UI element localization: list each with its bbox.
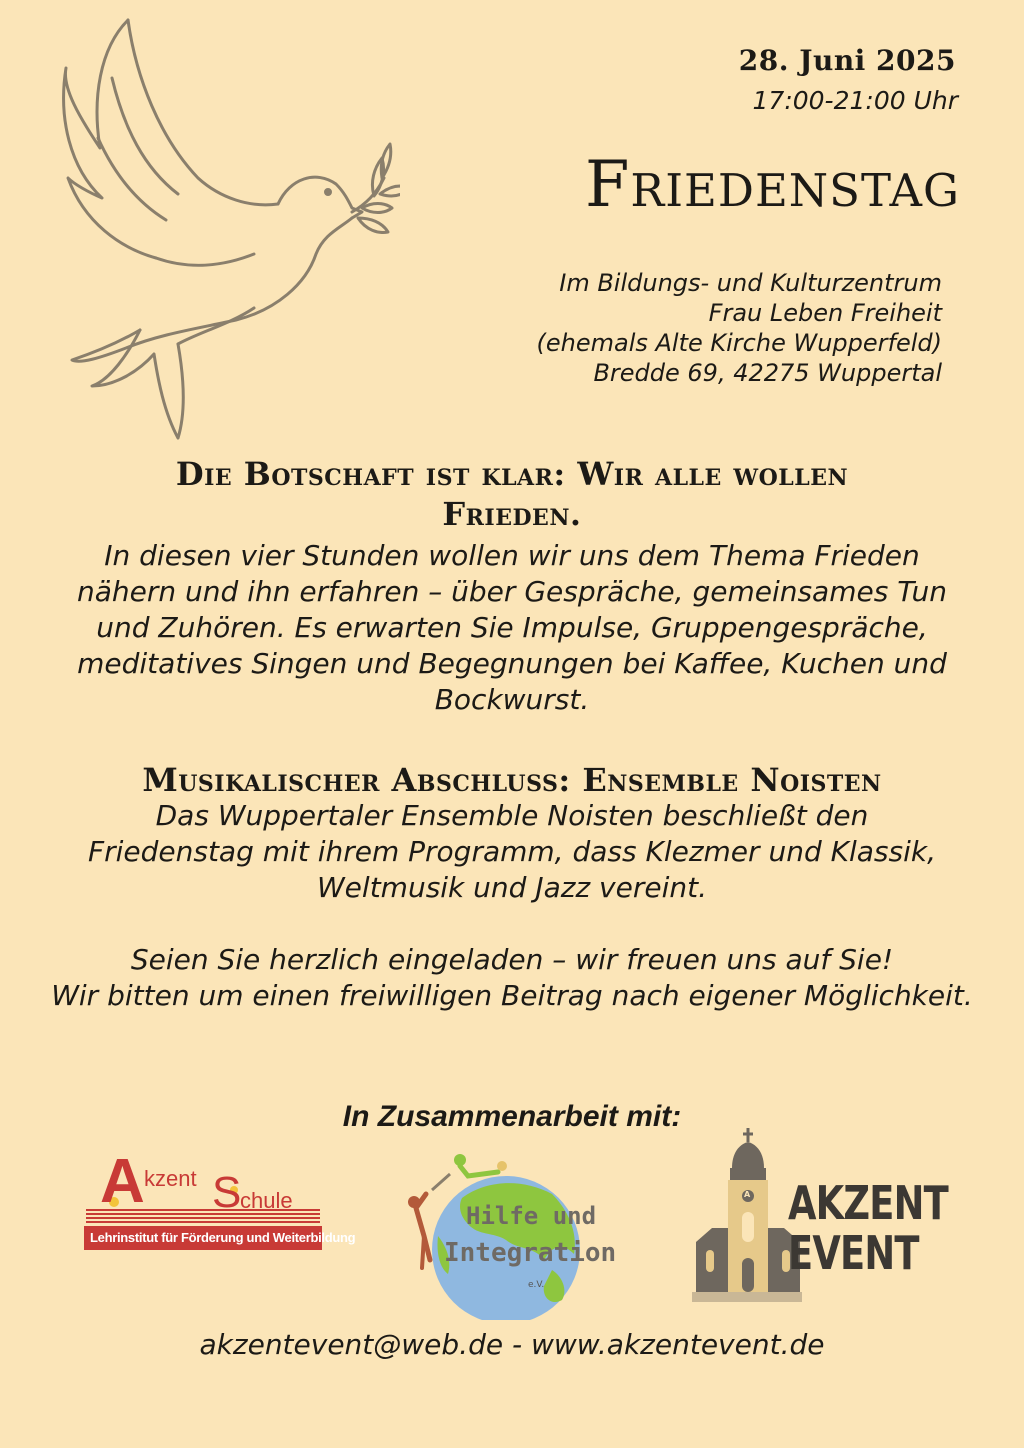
section2-body (40, 798, 984, 906)
hilfe-line1: Hilfe und (466, 1202, 597, 1230)
body-line: In diesen vier Stunden wollen wir uns dem Thema Frieden (104, 539, 920, 572)
location-line: (ehemals Alte Kirche Wupperfeld) (536, 329, 942, 357)
section2-heading: Musikalischer Abschluss: Ensemble Noisten (142, 761, 882, 799)
church-icon (692, 1128, 802, 1304)
body-line: Bockwurst. (434, 683, 590, 716)
akzentschule-big-s: S (212, 1168, 242, 1217)
heading-line: Frieden. (442, 495, 582, 533)
event-date: 28. Juni 2025 (738, 44, 956, 77)
akzentschule-chule: chule (240, 1188, 293, 1213)
hilfe-line2: Integration (444, 1238, 617, 1268)
body-line: meditatives Singen und Begegnungen bei Kaffee, Kuchen und (77, 647, 947, 680)
hilfe-ev: e.V. (528, 1280, 545, 1290)
hilfe-und-integration-logo (402, 1150, 618, 1320)
akzent-event-logo (692, 1128, 948, 1304)
section1-body (40, 538, 984, 718)
body-line: Weltmusik und Jazz vereint. (317, 871, 707, 904)
location-line: Im Bildungs- und Kulturzentrum (559, 269, 942, 297)
invitation-line: Seien Sie herzlich eingeladen – wir freuen uns auf Sie! (130, 943, 894, 976)
section1-heading (60, 454, 964, 534)
contact-footer: akzentevent@web.de - www.akzentevent.de (199, 1328, 825, 1361)
body-line: und Zuhören. Es erwarten Sie Impulse, Gruppengespräche, (96, 611, 928, 644)
body-line: Friedenstag mit ihrem Programm, dass Klezmer und Klassik, (88, 835, 936, 868)
heading-line: Die Botschaft ist klar: Wir alle wollen (175, 455, 849, 493)
location-line: Frau Leben Freiheit (708, 299, 942, 327)
akzentevent-emblem: A (744, 1190, 751, 1199)
event-location (537, 268, 942, 388)
body-line: Das Wuppertaler Ensemble Noisten beschließt den (155, 799, 869, 832)
invitation-line: Wir bitten um einen freiwilligen Beitrag nach eigener Möglichkeit. (51, 979, 973, 1012)
partners-heading: In Zusammenarbeit mit: (342, 1100, 682, 1133)
globe-icon (402, 1150, 618, 1320)
akzentschule-logo (80, 1147, 356, 1260)
akzentevent-line1: AKZENT (788, 1176, 948, 1230)
akzentschule-big-a: A (100, 1147, 145, 1216)
event-title: Friedenstag (584, 148, 960, 222)
location-line: Bredde 69, 42275 Wuppertal (593, 359, 942, 387)
body-line: nähern und ihn erfahren – über Gespräche, gemeinsames Tun (77, 575, 947, 608)
akzentevent-line2: EVENT (788, 1226, 919, 1280)
invitation-text (40, 942, 984, 1014)
akzentschule-tagline: Lehrinstitut für Förderung und Weiterbildung (90, 1230, 356, 1245)
akzentschule-kzent: kzent (144, 1166, 197, 1191)
event-time: 17:00-21:00 Uhr (752, 86, 958, 115)
dove-with-olive-branch-icon (40, 8, 400, 448)
